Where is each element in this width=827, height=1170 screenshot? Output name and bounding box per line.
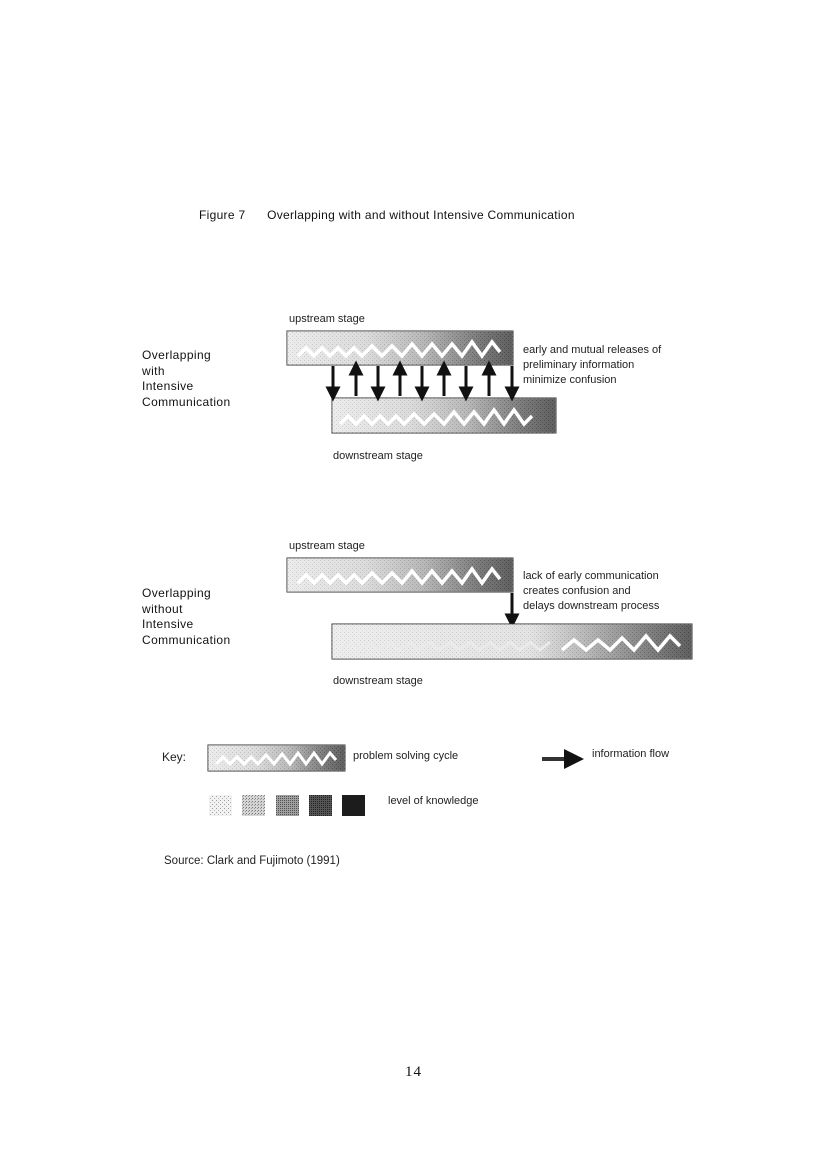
legend-problem-solving-cycle-label: problem solving cycle xyxy=(353,750,459,762)
legend-key-label: Key: xyxy=(162,750,187,764)
source-citation: Source: Clark and Fujimoto (1991) xyxy=(164,855,340,867)
knowledge-level-swatch xyxy=(309,795,332,816)
information-flow-arrows xyxy=(333,366,512,396)
figure-number: Figure 7 xyxy=(199,208,246,222)
legend-information-flow-label: information flow xyxy=(592,748,670,760)
panel-1-upstream-label: upstream stage xyxy=(289,313,365,325)
panel-1-downstream-label: downstream stage xyxy=(333,450,423,462)
panel-1-note: early and mutual releases of preliminary information minimize confusion xyxy=(523,344,662,386)
knowledge-level-swatch xyxy=(342,795,365,816)
panel-with-communication xyxy=(287,331,556,433)
panel-2-side-label: Overlapping without Intensive Communication xyxy=(142,586,231,647)
panel-2-downstream-label: downstream stage xyxy=(333,675,423,687)
page-number: 14 xyxy=(405,1064,422,1080)
panel-1-side-label: Overlapping with Intensive Communication xyxy=(142,348,231,409)
level-of-knowledge-swatches xyxy=(209,795,365,816)
panel-2-upstream-label: upstream stage xyxy=(289,540,365,552)
knowledge-level-swatch xyxy=(209,795,232,816)
knowledge-level-swatch xyxy=(276,795,299,816)
panel-2-note: lack of early communication creates confusion and delays downstream process xyxy=(523,570,660,612)
figure-caption: Overlapping with and without Intensive Communication xyxy=(267,208,575,222)
legend-level-of-knowledge-label: level of knowledge xyxy=(388,795,479,807)
knowledge-level-swatch xyxy=(242,795,265,816)
